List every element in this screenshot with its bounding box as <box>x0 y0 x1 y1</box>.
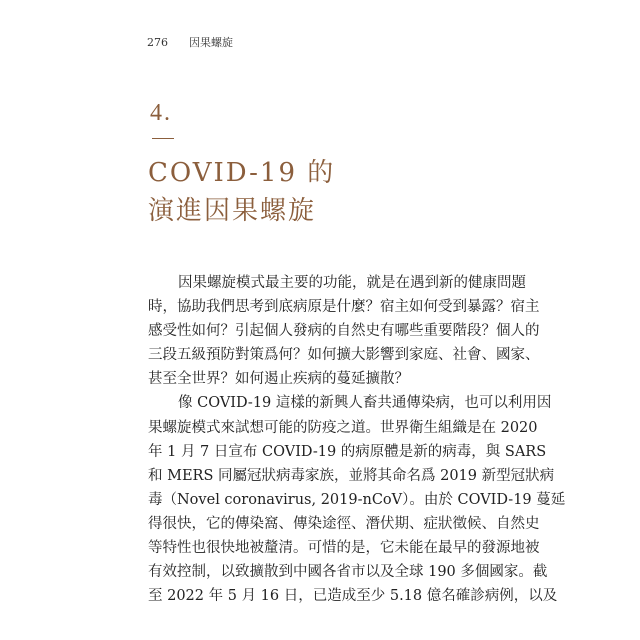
chapter-number: 4. <box>150 100 172 126</box>
text-line: 至 2022 年 5 月 16 日，已造成至少 5.18 億名確診病例，以及 <box>148 588 558 605</box>
text-line: 等特性也很快地被釐清。可惜的是，它未能在最早的發源地被 <box>148 540 540 557</box>
body-text <box>148 271 566 608</box>
text-line: 感受性如何？引起個人發病的自然史有哪些重要階段？個人的 <box>148 323 540 340</box>
text-line: 甚至全世界？如何遏止疾病的蔓延擴散？ <box>148 371 409 388</box>
chapter-title-line: 演進因果螺旋 <box>148 196 317 226</box>
text-line: 毒（Novel coronavirus, 2019-nCoV）。由於 COVID-19 蔓延 <box>148 491 566 508</box>
text-line: 和 MERS 同屬冠狀病毒家族，並將其命名爲 2019 新型冠狀病 <box>148 467 555 484</box>
chapter-divider <box>152 138 174 139</box>
text-line: 像 COVID-19 這樣的新興人畜共通傳染病，也可以利用因 <box>178 395 552 412</box>
chapter-title <box>148 154 335 230</box>
text-line: 三段五級預防對策爲何？如何擴大影響到家庭、社會、國家、 <box>148 347 540 364</box>
book-title: 因果螺旋 <box>189 36 233 49</box>
running-header <box>147 34 233 50</box>
text-line: 有效控制，以致擴散到中國各省市以及全球 190 多個國家。截 <box>148 564 548 581</box>
text-line: 得很快，它的傳染窩、傳染途徑、潛伏期、症狀徵候、自然史 <box>148 515 540 532</box>
text-line: 時，協助我們思考到底病原是什麼？宿主如何受到暴露？宿主 <box>148 299 540 316</box>
chapter-title-line: COVID-19 的 <box>148 158 336 188</box>
text-line: 果螺旋模式來試想可能的防疫之道。世界衛生組織是在 2020 <box>148 419 538 436</box>
text-line: 年 1 月 7 日宣布 COVID-19 的病原體是新的病毒，與 SARS <box>148 443 547 460</box>
page-number: 276 <box>147 36 168 49</box>
text-line: 因果螺旋模式最主要的功能，就是在遇到新的健康問題 <box>178 275 526 291</box>
